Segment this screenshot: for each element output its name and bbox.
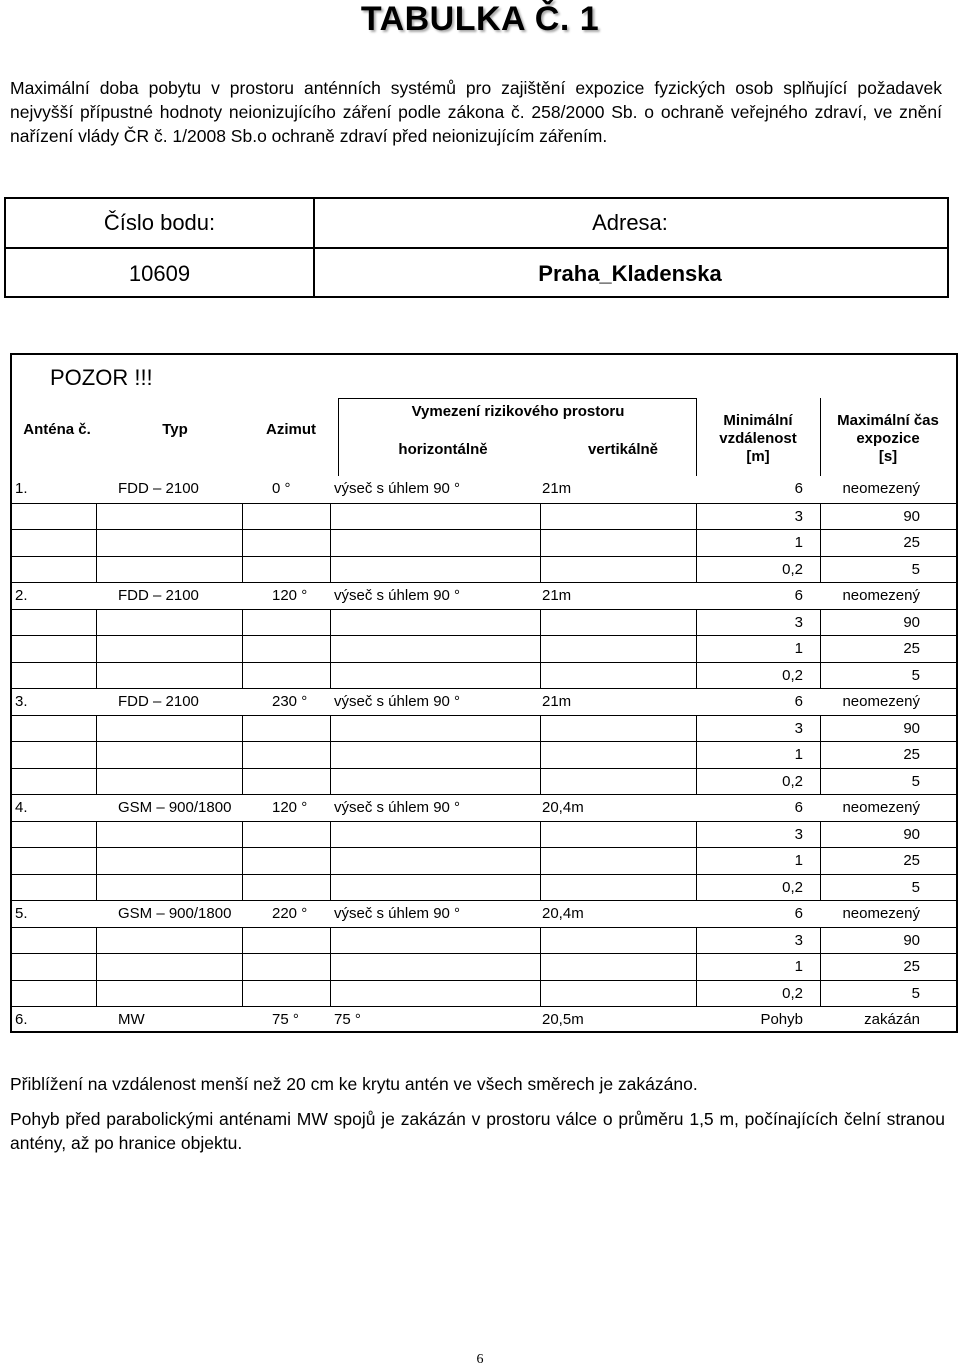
cell-antenna: 1. xyxy=(15,480,28,497)
note-mw: Pohyb před parabolickými anténami MW spojů je zakázán v prostoru válce o průměru 1,5 m, počínajících čelní stranou antény, až po hranice objektu. xyxy=(10,1109,945,1153)
cell-distance: 1 xyxy=(794,746,803,763)
cell-type: FDD – 2100 xyxy=(118,480,199,497)
page-number: 6 xyxy=(476,1352,484,1367)
table-row xyxy=(10,821,958,848)
cell-azimuth: 220 ° xyxy=(272,905,308,922)
cell-vertical: 21m xyxy=(542,480,572,497)
cell-distance: 6 xyxy=(794,480,803,497)
table-row xyxy=(10,794,958,821)
cell-horizontal: výseč s úhlem 90 ° xyxy=(334,480,461,497)
table-row xyxy=(10,529,958,556)
cell-distance: 3 xyxy=(794,507,803,525)
cell-time: 25 xyxy=(903,746,920,763)
cell-distance: 3 xyxy=(794,931,803,949)
cell-time: 90 xyxy=(903,507,920,525)
cell-time: 5 xyxy=(911,560,920,578)
cell-time: 5 xyxy=(911,984,920,1002)
cell-time: 90 xyxy=(903,613,920,631)
cell-distance: 6 xyxy=(794,587,803,604)
cell-time: 90 xyxy=(903,719,920,737)
cell-azimuth: 0 ° xyxy=(272,480,291,497)
cell-horizontal: výseč s úhlem 90 ° xyxy=(334,905,461,922)
cell-horizontal: 75 ° xyxy=(334,1011,361,1028)
point-value: 10609 xyxy=(128,261,191,286)
note-distance: Přiblížení na vzdálenost menší než 20 cm ke krytu antén ve všech směrech je zakázáno. xyxy=(10,1074,698,1094)
cell-distance: 0,2 xyxy=(782,878,803,896)
cell-time: neomezený xyxy=(842,799,920,816)
header-max-time: Maximální čas expozice [s] xyxy=(837,412,939,465)
cell-distance: 1 xyxy=(794,852,803,869)
cell-time: 25 xyxy=(903,958,920,975)
cell-time: 5 xyxy=(911,878,920,896)
table-row xyxy=(10,662,958,689)
cell-time: neomezený xyxy=(842,693,920,710)
table-row xyxy=(10,768,958,795)
cell-time: 90 xyxy=(903,825,920,843)
header-vertical: vertikálně xyxy=(587,441,659,458)
cell-azimuth: 120 ° xyxy=(272,587,308,604)
cell-time: neomezený xyxy=(842,480,920,497)
table-row xyxy=(10,582,958,609)
cell-time: neomezený xyxy=(842,587,920,604)
cell-time: 5 xyxy=(911,772,920,790)
cell-antenna: 4. xyxy=(15,799,28,816)
cell-distance: 3 xyxy=(794,613,803,631)
cell-distance: 1 xyxy=(794,534,803,551)
cell-type: GSM – 900/1800 xyxy=(118,799,232,816)
cell-time: neomezený xyxy=(842,905,920,922)
cell-distance: 1 xyxy=(794,958,803,975)
header-horizontal: horizontálně xyxy=(398,441,488,458)
cell-distance: 0,2 xyxy=(782,984,803,1002)
cell-vertical: 21m xyxy=(542,587,572,604)
table-row xyxy=(10,847,958,874)
cell-azimuth: 230 ° xyxy=(272,693,308,710)
address-label: Adresa: xyxy=(592,210,668,235)
cell-distance: 0,2 xyxy=(782,560,803,578)
table-row xyxy=(10,741,958,768)
table-row xyxy=(10,980,958,1007)
table-row xyxy=(10,927,958,954)
cell-vertical: 21m xyxy=(542,693,572,710)
cell-time: 25 xyxy=(903,640,920,657)
cell-antenna: 5. xyxy=(15,905,28,922)
cell-distance: 3 xyxy=(794,719,803,737)
table-row xyxy=(10,476,958,503)
header-risk-zone: Vymezení rizikového prostoru xyxy=(411,403,625,420)
cell-vertical: 20,4m xyxy=(542,799,584,816)
table-row xyxy=(10,609,958,636)
point-label: Číslo bodu: xyxy=(103,210,216,235)
cell-distance: 1 xyxy=(794,640,803,657)
cell-azimuth: 120 ° xyxy=(272,799,308,816)
table-row xyxy=(10,900,958,927)
cell-distance: Pohyb xyxy=(760,1011,803,1028)
cell-time: zakázán xyxy=(864,1011,920,1028)
table-row xyxy=(10,688,958,715)
header-azimuth: Azimut xyxy=(266,421,316,438)
cell-antenna: 6. xyxy=(15,1011,28,1028)
cell-distance: 0,2 xyxy=(782,666,803,684)
cell-time: 25 xyxy=(903,852,920,869)
header-type: Typ xyxy=(162,421,188,438)
cell-antenna: 3. xyxy=(15,693,28,710)
cell-horizontal: výseč s úhlem 90 ° xyxy=(334,799,461,816)
table-row xyxy=(10,503,958,530)
cell-type: FDD – 2100 xyxy=(118,587,199,604)
cell-vertical: 20,5m xyxy=(542,1011,584,1028)
cell-distance: 6 xyxy=(794,905,803,922)
table-row xyxy=(10,953,958,980)
cell-distance: 6 xyxy=(794,693,803,710)
cell-time: 5 xyxy=(911,666,920,684)
warning-text: POZOR !!! xyxy=(50,365,153,390)
intro-paragraph: Maximální doba pobytu v prostoru anténních systémů pro zajištění expozice fyzických osob splňující požadavek nejvyšší přípustné hodnoty neionizujícího záření podle zákona č. 258/2000 Sb. o ochraně veřejného zdraví, ve znění nařízení vlády ČR č. 1/2008 Sb.o ochraně zdraví před neionizujícím zářením. xyxy=(10,78,942,146)
cell-azimuth: 75 ° xyxy=(272,1011,299,1028)
table-row xyxy=(10,1006,958,1033)
cell-horizontal: výseč s úhlem 90 ° xyxy=(334,587,461,604)
cell-type: MW xyxy=(118,1011,145,1028)
cell-time: 25 xyxy=(903,534,920,551)
header-antenna: Anténa č. xyxy=(23,421,91,438)
header-min-distance: Minimální vzdálenost [m] xyxy=(719,412,797,465)
cell-time: 90 xyxy=(903,931,920,949)
cell-vertical: 20,4m xyxy=(542,905,584,922)
address-value: Praha_Kladenska xyxy=(538,261,722,286)
cell-distance: 3 xyxy=(794,825,803,843)
table-row xyxy=(10,635,958,662)
table-row xyxy=(10,556,958,583)
table-row xyxy=(10,874,958,901)
page-title: TABULKA Č. 1 xyxy=(360,0,600,38)
cell-distance: 6 xyxy=(794,799,803,816)
table-row xyxy=(10,715,958,742)
cell-type: FDD – 2100 xyxy=(118,693,199,710)
cell-type: GSM – 900/1800 xyxy=(118,905,232,922)
cell-horizontal: výseč s úhlem 90 ° xyxy=(334,693,461,710)
cell-antenna: 2. xyxy=(15,587,28,604)
cell-distance: 0,2 xyxy=(782,772,803,790)
